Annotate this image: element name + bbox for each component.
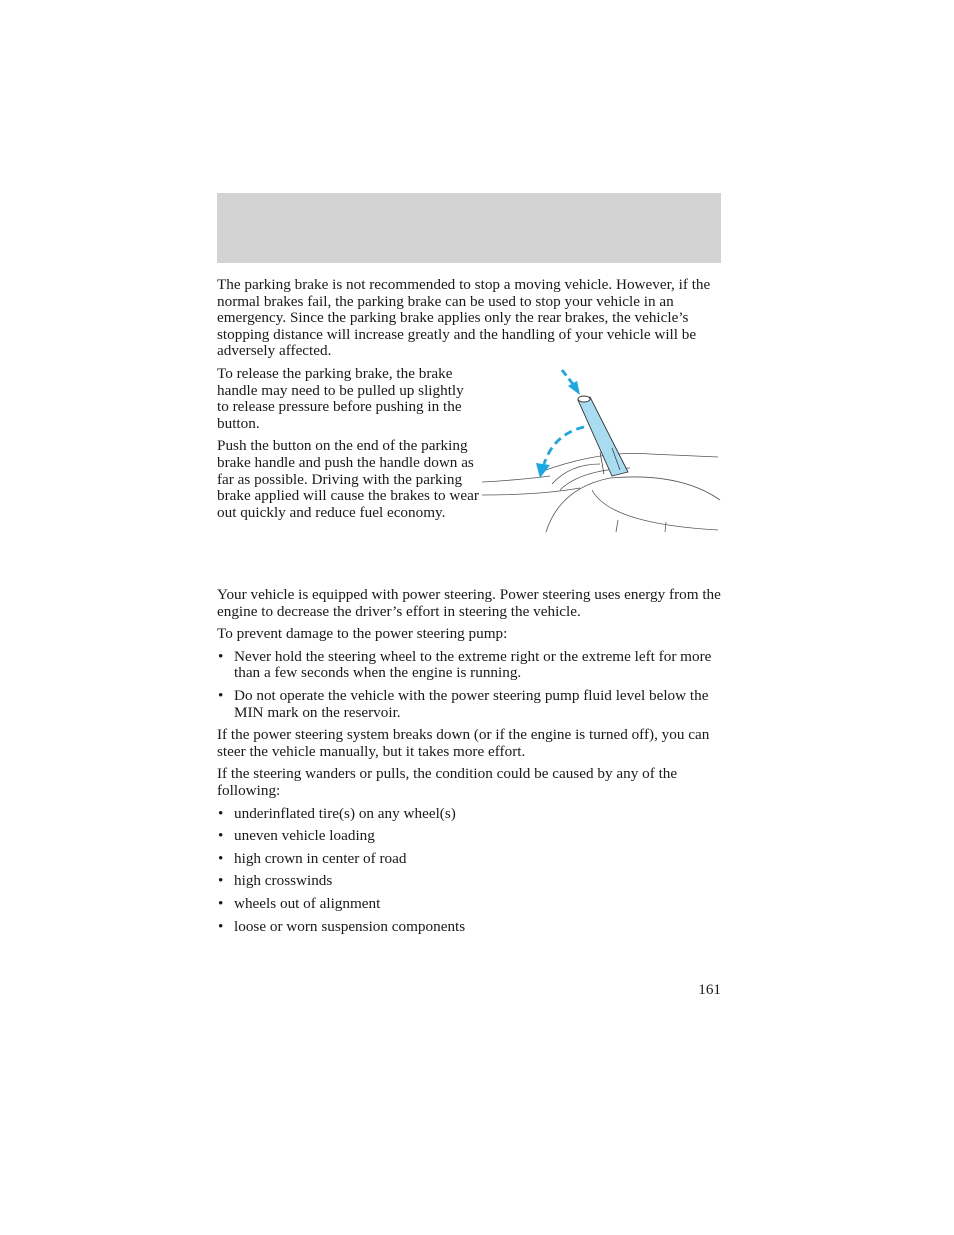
steering-wander-causes-list <box>217 806 723 936</box>
console-armrest <box>546 477 720 532</box>
brake-handle <box>578 397 628 476</box>
page-number: 161 <box>698 981 721 998</box>
parking-brake-release-column <box>217 366 479 521</box>
push-down-arrow-icon <box>544 427 584 464</box>
bullet-icon: • <box>218 804 224 822</box>
list-item: • uneven vehicle loading <box>218 827 375 845</box>
list-item: • high crown in center of road <box>218 849 407 867</box>
power-steering-intro: Your vehicle is equipped with power steering. Power steering uses energy from the engine to decrease the driver’s effort in steering the vehicle. <box>217 586 721 620</box>
power-steering-breakdown: If the power steering system breaks down (or if the engine is turned off), you can steer the vehicle manually, but it takes more effort. <box>217 726 710 760</box>
release-button-icon <box>578 396 590 402</box>
power-steering-block <box>217 587 723 935</box>
parking-brake-release-paragraph-1: To release the parking brake, the brake handle may need to be pulled up slightly to release pressure before pushing in the button. <box>217 365 464 432</box>
list-item: • loose or worn suspension components <box>218 917 466 935</box>
list-item: • Do not operate the vehicle with the power steering pump fluid level below the MIN mark on the reservoir. <box>218 686 709 721</box>
push-button-arrowhead-icon <box>568 381 580 395</box>
console-side <box>592 490 718 530</box>
bullet-icon: • <box>218 647 224 665</box>
list-item: • underinflated tire(s) on any wheel(s) <box>218 804 456 822</box>
bullet-icon: • <box>218 894 224 912</box>
parking-brake-illustration <box>480 364 722 536</box>
console-slot <box>552 464 600 484</box>
console-edge <box>540 453 718 472</box>
list-item: • Never hold the steering wheel to the extreme right or the extreme left for more than a few seconds when the engine is running. <box>218 647 712 682</box>
push-down-arrowhead-icon <box>536 463 550 478</box>
parking-brake-release-paragraph-2: Push the button on the end of the parking brake handle and push the handle down as far as possible. Driving with the parking brake applied will cause the brakes to wear out quickly and reduce fuel economy. <box>217 437 479 521</box>
power-steering-prevent-lead: To prevent damage to the power steering pump: <box>217 625 508 643</box>
section-header-band <box>217 193 721 263</box>
bullet-icon: • <box>218 849 224 867</box>
console-seam <box>616 520 666 532</box>
bullet-icon: • <box>218 917 224 935</box>
parking-brake-intro: The parking brake is not recommended to stop a moving vehicle. However, if the normal brakes fail, the parking brake can be used to stop your vehicle in an emergency. Since the parking brake applies only the rear brakes, the vehicle’s stopping distance will increase greatly and the handling of your vehicle will be adversely affected. <box>217 276 711 360</box>
bullet-icon: • <box>218 872 224 890</box>
console-line-lower <box>482 488 580 495</box>
steering-wander-lead: If the steering wanders or pulls, the condition could be caused by any of the following: <box>217 765 678 799</box>
bullet-icon: • <box>218 686 224 704</box>
prevent-damage-list <box>217 649 723 721</box>
list-item: • wheels out of alignment <box>218 894 381 912</box>
bullet-icon: • <box>218 827 224 845</box>
parking-brake-intro-block <box>217 277 723 360</box>
list-item: • high crosswinds <box>218 872 333 890</box>
